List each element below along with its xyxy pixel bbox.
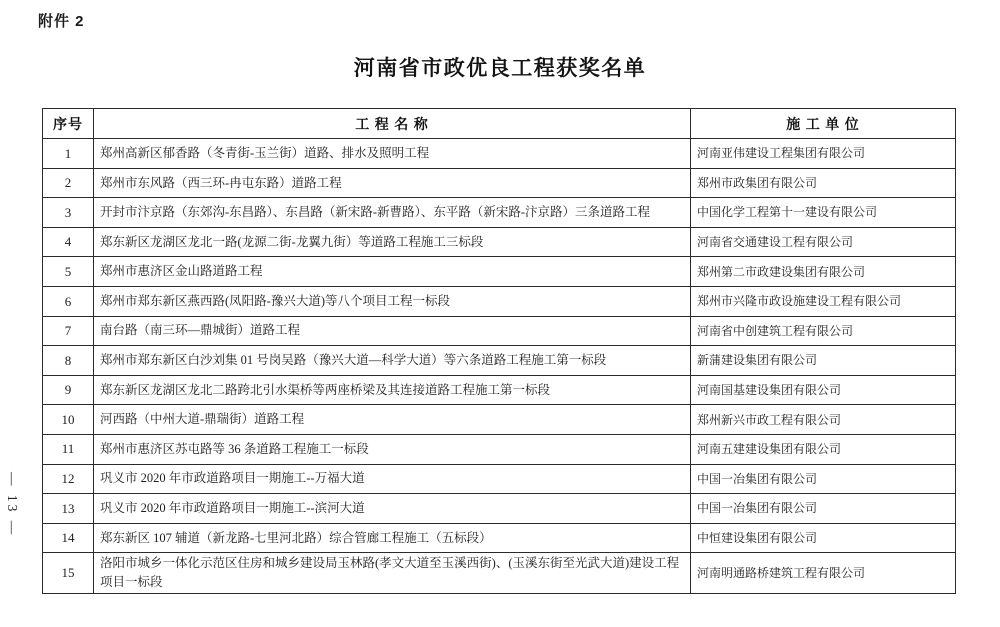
award-table bbox=[42, 108, 956, 594]
table-row bbox=[43, 257, 956, 287]
project-name-cell: 郑东新区龙湖区龙北二路跨北引水渠桥等两座桥梁及其连接道路工程施工第一标段 bbox=[94, 375, 691, 405]
column-header-number: 序号 bbox=[43, 109, 94, 139]
contractor-cell: 郑州市兴隆市政设施建设工程有限公司 bbox=[691, 286, 956, 316]
contractor-cell: 中国一冶集团有限公司 bbox=[691, 494, 956, 524]
project-name-cell: 郑州市郑东新区白沙刘集 01 号岗吴路（豫兴大道—科学大道）等六条道路工程施工第一标段 bbox=[94, 346, 691, 376]
award-table-body bbox=[43, 139, 956, 594]
header-row bbox=[43, 109, 956, 139]
award-table-header bbox=[43, 109, 956, 139]
project-name-cell: 郑州市惠济区苏屯路等 36 条道路工程施工一标段 bbox=[94, 434, 691, 464]
attachment-label: 附件 2 bbox=[38, 13, 85, 30]
contractor-cell: 中国化学工程第十一建设有限公司 bbox=[691, 198, 956, 228]
table-row bbox=[43, 494, 956, 524]
table-row bbox=[43, 316, 956, 346]
contractor-cell: 中恒建设集团有限公司 bbox=[691, 523, 956, 553]
serial-number-cell: 13 bbox=[43, 494, 94, 524]
serial-number-cell: 8 bbox=[43, 346, 94, 376]
contractor-cell: 河南明通路桥建筑工程有限公司 bbox=[691, 553, 956, 594]
table-row bbox=[43, 286, 956, 316]
serial-number-cell: 7 bbox=[43, 316, 94, 346]
contractor-cell: 郑州第二市政建设集团有限公司 bbox=[691, 257, 956, 287]
table-row bbox=[43, 346, 956, 376]
serial-number-cell: 6 bbox=[43, 286, 94, 316]
contractor-cell: 中国一冶集团有限公司 bbox=[691, 464, 956, 494]
serial-number-cell: 15 bbox=[43, 553, 94, 594]
column-header-project: 工 程 名 称 bbox=[94, 109, 691, 139]
serial-number-cell: 3 bbox=[43, 198, 94, 228]
contractor-cell: 河南亚伟建设工程集团有限公司 bbox=[691, 139, 956, 169]
project-name-cell: 南台路（南三环—鼎城街）道路工程 bbox=[94, 316, 691, 346]
serial-number-cell: 10 bbox=[43, 405, 94, 435]
project-name-cell: 郑东新区 107 辅道（新龙路-七里河北路）综合管廊工程施工（五标段） bbox=[94, 523, 691, 553]
project-name-cell: 郑州市惠济区金山路道路工程 bbox=[94, 257, 691, 287]
serial-number-cell: 14 bbox=[43, 523, 94, 553]
table-row bbox=[43, 464, 956, 494]
table-row bbox=[43, 553, 956, 594]
serial-number-cell: 11 bbox=[43, 434, 94, 464]
serial-number-cell: 12 bbox=[43, 464, 94, 494]
table-row bbox=[43, 168, 956, 198]
column-header-contractor: 施 工 单 位 bbox=[691, 109, 956, 139]
contractor-cell: 河南国基建设集团有限公司 bbox=[691, 375, 956, 405]
contractor-cell: 郑州新兴市政工程有限公司 bbox=[691, 405, 956, 435]
project-name-cell: 郑东新区龙湖区龙北一路(龙源二街-龙翼九街）等道路工程施工三标段 bbox=[94, 227, 691, 257]
table-row bbox=[43, 198, 956, 228]
project-name-cell: 巩义市 2020 年市政道路项目一期施工--万福大道 bbox=[94, 464, 691, 494]
table-row bbox=[43, 523, 956, 553]
project-name-cell: 郑州市东风路（西三环-冉屯东路）道路工程 bbox=[94, 168, 691, 198]
serial-number-cell: 5 bbox=[43, 257, 94, 287]
page-title: 河南省市政优良工程获奖名单 bbox=[353, 57, 647, 80]
contractor-cell: 河南省交通建设工程有限公司 bbox=[691, 227, 956, 257]
serial-number-cell: 2 bbox=[43, 168, 94, 198]
project-name-cell: 郑州市郑东新区燕西路(凤阳路-豫兴大道)等八个项目工程一标段 bbox=[94, 286, 691, 316]
table-row bbox=[43, 227, 956, 257]
page-number: — 13 — bbox=[5, 472, 20, 538]
table-row bbox=[43, 405, 956, 435]
contractor-cell: 新蒲建设集团有限公司 bbox=[691, 346, 956, 376]
contractor-cell: 郑州市政集团有限公司 bbox=[691, 168, 956, 198]
serial-number-cell: 9 bbox=[43, 375, 94, 405]
contractor-cell: 河南五建建设集团有限公司 bbox=[691, 434, 956, 464]
project-name-cell: 开封市汴京路（东郊沟-东昌路）、东昌路（新宋路-新曹路）、东平路（新宋路-汴京路）三条道路工程 bbox=[94, 198, 691, 228]
table-row bbox=[43, 139, 956, 169]
serial-number-cell: 4 bbox=[43, 227, 94, 257]
project-name-cell: 河西路（中州大道-鼎瑞街）道路工程 bbox=[94, 405, 691, 435]
contractor-cell: 河南省中创建筑工程有限公司 bbox=[691, 316, 956, 346]
project-name-cell: 巩义市 2020 年市政道路项目一期施工--滨河大道 bbox=[94, 494, 691, 524]
table-row bbox=[43, 434, 956, 464]
table-row bbox=[43, 375, 956, 405]
project-name-cell: 郑州高新区郁香路（冬青街-玉兰街）道路、排水及照明工程 bbox=[94, 139, 691, 169]
serial-number-cell: 1 bbox=[43, 139, 94, 169]
project-name-cell: 洛阳市城乡一体化示范区住房和城乡建设局玉林路(孝文大道至玉溪西街)、(玉溪东街至光武大道)建设工程项目一标段 bbox=[94, 553, 691, 594]
